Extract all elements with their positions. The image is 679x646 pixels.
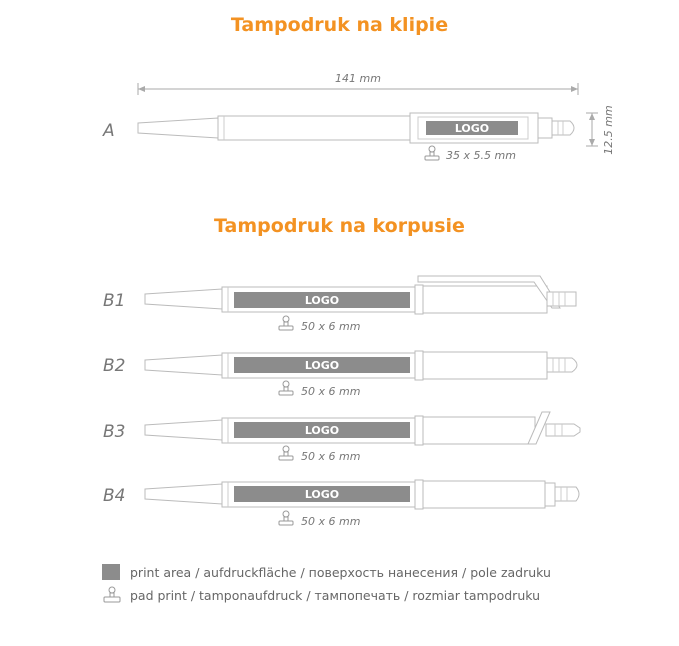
pen-a [102,72,615,162]
pad-print-icon [279,381,293,395]
pen-b3-logo: LOGO [304,424,340,437]
pen-b3-print-size: 50 x 6 mm [301,450,361,463]
pen-b4-logo: LOGO [304,488,340,501]
pen-b1-print-size: 50 x 6 mm [301,320,361,333]
clip-print-title: Tampodruk na klipie [230,14,449,36]
pen-b1-label: B1 [103,291,126,311]
pen-b2-logo: LOGO [304,359,340,372]
pen-b3-label: B3 [103,422,126,442]
pad-print-icon [102,586,124,604]
legend-print-area [102,564,551,580]
length-dimension: 141 mm [335,72,381,85]
pen-b3 [103,412,580,463]
legend-pad-print [102,586,540,604]
pen-a-label: A [103,121,115,141]
pen-b2-label: B2 [103,356,126,376]
legend-print-area-text: print area / aufdruckfläche / поверхость нанесения / pole zadruku [130,564,551,580]
pad-print-icon [279,446,293,460]
pen-b4-label: B4 [103,486,126,506]
pen-a-logo: LOGO [454,122,490,135]
pen-b4-print-size: 50 x 6 mm [301,515,361,528]
body-print-title: Tampodruk na korpusie [214,215,465,237]
pen-a-print-size: 35 x 5.5 mm [446,149,516,162]
pen-b1-logo: LOGO [304,294,340,307]
pen-b2-print-size: 50 x 6 mm [301,385,361,398]
pad-print-icon [425,146,439,160]
pad-print-icon [279,511,293,525]
print-area-swatch [102,564,120,580]
pen-b2 [103,351,577,398]
pen-b1 [103,276,576,333]
pen-b4 [103,480,579,528]
legend-pad-print-text: pad print / tamponaufdruck / тампопечать / rozmiar tampodruku [130,587,541,603]
height-dimension: 12.5 mm [602,105,615,155]
pad-print-icon [279,316,293,330]
